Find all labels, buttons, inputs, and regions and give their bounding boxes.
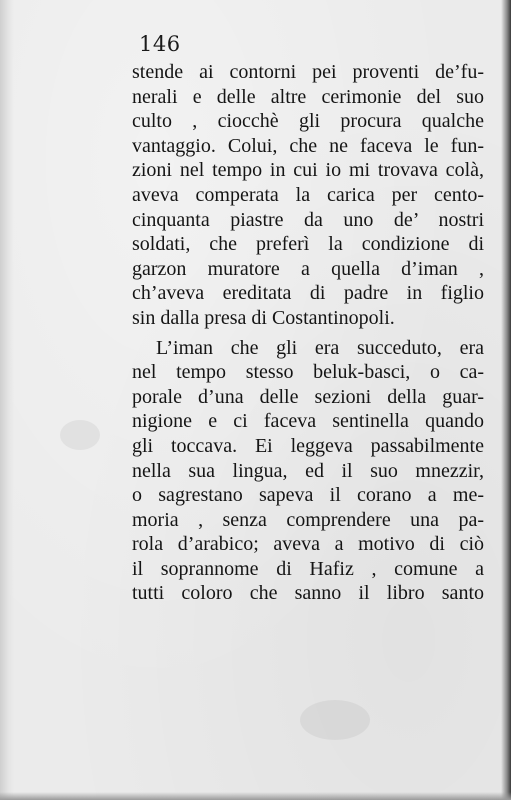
text-line: o sagrestano sapeva il corano a me-: [132, 484, 484, 507]
text-line: ch’aveva ereditata di padre in figlio: [132, 282, 484, 305]
text-line: nigione e ci faceva sentinella quando: [132, 410, 484, 433]
paragraph: [132, 60, 484, 331]
text-line: stende ai contorni pei proventi de’fu-: [132, 61, 484, 83]
text-line: moria , senza comprendere una pa-: [132, 508, 484, 531]
text-line: rola d’arabico; aveva a motivo di ciò: [132, 533, 484, 556]
body-text: [132, 60, 484, 606]
page-edge-shadow: [501, 0, 511, 800]
text-line: sin dalla presa di Costantinopoli.: [132, 306, 395, 329]
paper-stain: [60, 420, 100, 450]
text-line: nella sua lingua, ed il suo mnezzir,: [132, 459, 484, 482]
text-line: culto , ciocchè gli procura qualche: [132, 110, 484, 133]
text-line: aveva comperata la carica per cento-: [132, 183, 484, 206]
paragraph: [132, 336, 484, 607]
text-line: garzon muratore a quella d’iman ,: [132, 257, 484, 280]
text-line: vantaggio. Colui, che ne faceva le fun-: [132, 134, 484, 157]
text-line: zioni nel tempo in cui io mi trovava colà,: [132, 159, 484, 182]
text-line: tutti coloro che sanno il libro santo: [132, 582, 484, 605]
text-line: nerali e delle altre cerimonie del suo: [132, 85, 484, 108]
paper-stain: [300, 700, 370, 740]
text-line: gli toccava. Ei leggeva passabilmente: [132, 434, 484, 457]
text-line: il soprannome di Hafiz , comune a: [132, 557, 484, 580]
page-gutter-shadow: [0, 0, 14, 800]
text-line: cinquanta piastre da uno de’ nostri: [132, 208, 484, 231]
text-line: porale d’una delle sezioni della guar-: [132, 385, 484, 408]
text-line: soldati, che preferì la condizione di: [132, 233, 484, 256]
page-number: 146: [139, 32, 181, 56]
page-bottom-shadow: [0, 792, 511, 800]
text-line: L’iman che gli era succeduto, era: [156, 336, 484, 359]
text-line: nel tempo stesso beluk-basci, o ca-: [132, 361, 484, 384]
